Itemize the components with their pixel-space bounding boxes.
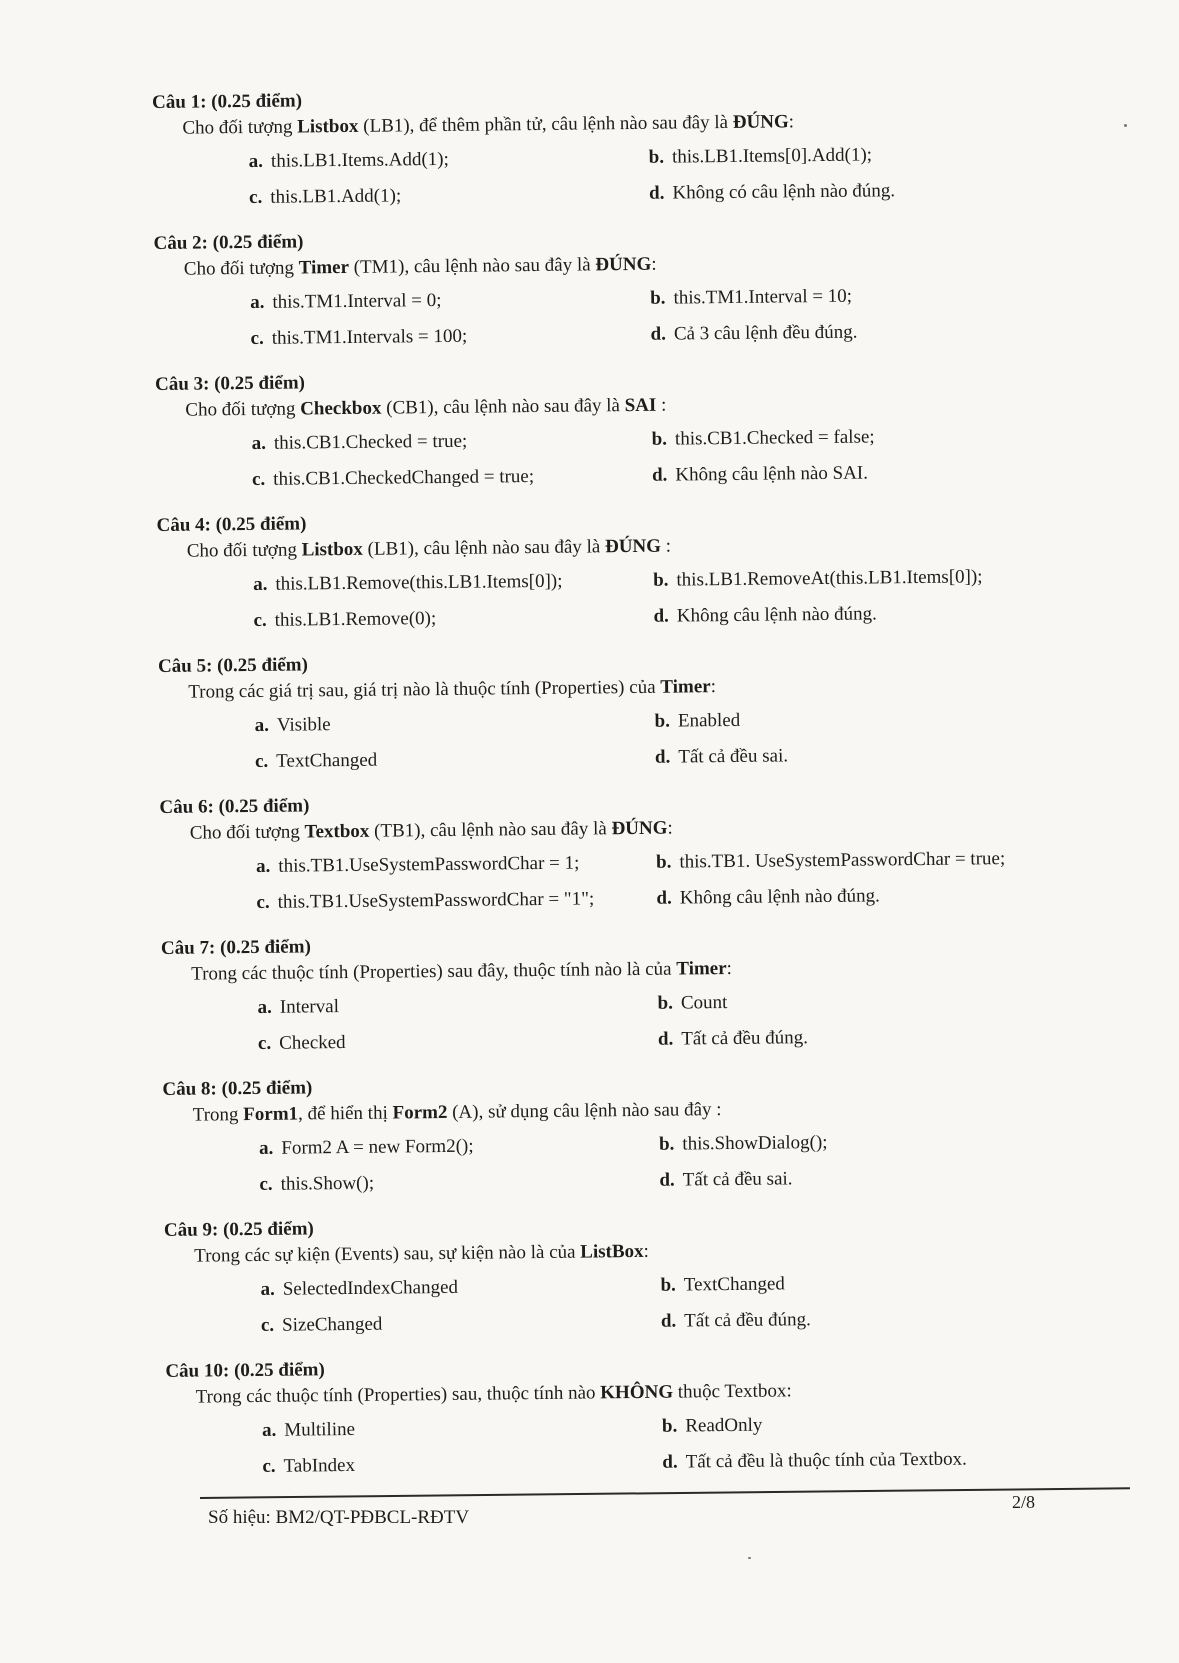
option-letter: b.: [653, 569, 669, 591]
option-letter: c.: [262, 1455, 276, 1477]
option-c: [259, 1171, 374, 1198]
stem-text: :: [656, 394, 667, 416]
question-title: Câu 8: (0.25 điểm): [162, 1077, 313, 1100]
answer-options: [250, 281, 1085, 362]
option-letter: a.: [251, 432, 267, 454]
stem-text: (LB1), để thêm phần tử, câu lệnh nào sau đây là: [358, 111, 733, 137]
option-text: TextChanged: [276, 749, 378, 772]
question-title: Câu 9: (0.25 điểm): [163, 1218, 314, 1241]
option-a: [257, 994, 339, 1021]
option-letter: b.: [651, 428, 668, 450]
answer-options: [262, 1409, 1097, 1490]
option-letter: b.: [650, 287, 666, 309]
option-letter: a.: [253, 573, 268, 595]
option-letter: a.: [248, 150, 264, 172]
option-b: [652, 424, 875, 452]
option-b: [662, 1413, 763, 1440]
option-letter: c.: [259, 1173, 273, 1195]
stem-keyword: ĐÚNG: [604, 535, 662, 558]
question-title: Câu 6: (0.25 điểm): [159, 795, 310, 818]
option-c: [258, 1030, 346, 1057]
option-text: this.TM1.Interval = 0;: [272, 289, 442, 313]
option-b: [660, 1271, 785, 1298]
option-text: this.LB1.Items[0].Add(1);: [671, 144, 873, 168]
option-text: ReadOnly: [685, 1414, 763, 1437]
option-letter: c.: [254, 750, 269, 772]
option-c: [250, 324, 467, 352]
option-d: [661, 1307, 811, 1335]
option-letter: c.: [256, 891, 270, 913]
stem-text: Trong các sự kiện (Events) sau, sự kiện nào là của: [194, 1241, 581, 1267]
question-title: Câu 3: (0.25 điểm): [154, 372, 306, 395]
option-letter: b.: [655, 851, 672, 873]
option-letter: c.: [249, 186, 263, 208]
option-text: Tất cả đều sai.: [682, 1168, 793, 1191]
option-letter: c.: [251, 468, 266, 490]
option-a: [255, 712, 331, 739]
stem-keyword: ĐÚNG: [732, 111, 789, 133]
stem-keyword: SAI: [624, 394, 657, 417]
option-text: this.Show();: [280, 1172, 375, 1195]
option-a: [253, 569, 563, 598]
option-a: [259, 1134, 474, 1162]
answer-options: [253, 563, 1088, 644]
option-text: Checked: [279, 1032, 346, 1054]
option-d: [652, 461, 868, 489]
question-8: [162, 1069, 1093, 1220]
stem-text: Cho đối tượng: [186, 539, 302, 562]
stem-keyword: KHÔNG: [600, 1381, 674, 1404]
option-letter: a.: [256, 855, 271, 877]
option-text: Multiline: [284, 1418, 356, 1441]
option-letter: a.: [258, 1137, 274, 1159]
stem-text: Cho đối tượng: [189, 821, 305, 844]
option-text: this.LB1.Remove(0);: [274, 608, 437, 631]
stem-keyword: Checkbox: [300, 397, 382, 420]
option-letter: d.: [653, 605, 669, 627]
option-letter: c.: [253, 609, 267, 631]
option-text: this.TB1. UseSystemPasswordChar = true;: [679, 848, 1006, 873]
option-c: [253, 606, 436, 634]
option-b: [657, 990, 727, 1017]
question-title: Câu 10: (0.25 điểm): [165, 1359, 325, 1382]
answer-options: [249, 140, 1084, 221]
option-text: Không có câu lệnh nào đúng.: [672, 180, 896, 204]
option-text: Enabled: [677, 709, 741, 732]
option-c: [249, 183, 401, 211]
stem-text: thuộc Textbox:: [672, 1380, 792, 1403]
option-c: [262, 1453, 355, 1480]
stem-keyword: Timer: [298, 256, 350, 279]
option-b: [650, 284, 852, 312]
option-text: Tất cả đều là thuộc tính của Textbox.: [685, 1448, 967, 1473]
question-5: [158, 646, 1089, 797]
option-d: [662, 1447, 967, 1476]
option-text: SizeChanged: [281, 1313, 383, 1336]
option-text: Visible: [276, 714, 331, 736]
option-c: [261, 1312, 383, 1339]
option-text: this.TM1.Intervals = 100;: [271, 325, 468, 349]
option-letter: a.: [257, 996, 272, 1018]
option-text: this.TB1.UseSystemPasswordChar = 1;: [278, 852, 580, 877]
stem-text: :: [726, 957, 733, 980]
document-code: Số hiệu: BM2/QT-PĐBCL-RĐTV: [208, 1507, 470, 1528]
stem-keyword: Listbox: [297, 115, 359, 138]
stem-text: :: [710, 676, 717, 698]
option-letter: d.: [648, 182, 665, 204]
stem-keyword: Listbox: [301, 538, 363, 561]
option-letter: d.: [659, 1169, 675, 1191]
option-letter: b.: [657, 992, 674, 1014]
question-list: [152, 82, 1097, 1502]
option-text: Tất cả đều đúng.: [681, 1027, 809, 1050]
option-text: this.CB1.Checked = false;: [674, 426, 875, 450]
option-text: this.CB1.CheckedChanged = true;: [273, 466, 535, 490]
option-c: [252, 464, 534, 493]
stem-text: Cho đối tượng: [183, 257, 299, 280]
option-d: [649, 178, 895, 207]
option-letter: a.: [261, 1419, 277, 1441]
option-c: [255, 748, 377, 775]
option-a: [252, 429, 468, 457]
option-text: this.TM1.Interval = 10;: [673, 285, 853, 309]
option-c: [256, 886, 594, 916]
option-d: [659, 1166, 792, 1193]
question-6: [159, 787, 1090, 938]
option-b: [656, 846, 1005, 876]
option-text: this.LB1.Add(1);: [270, 185, 402, 208]
option-letter: c.: [260, 1314, 275, 1336]
stem-keyword: Timer: [660, 676, 711, 698]
option-text: this.LB1.Items.Add(1);: [270, 148, 449, 172]
page-number: 2/8: [1012, 1492, 1036, 1512]
answer-options: [259, 1127, 1094, 1208]
question-2: [153, 223, 1084, 374]
option-a: [256, 851, 580, 880]
option-a: [250, 288, 442, 316]
option-text: this.LB1.RemoveAt(this.LB1.Items[0]);: [676, 566, 983, 591]
stem-text: Trong các thuộc tính (Properties) sau đây, thuộc tính nào là của: [191, 958, 677, 985]
question-3: [155, 364, 1086, 515]
stem-text: :: [788, 111, 795, 133]
answer-options: [257, 986, 1092, 1067]
option-b: [649, 142, 873, 170]
option-letter: b.: [648, 146, 665, 168]
option-d: [650, 320, 857, 348]
scan-speck: [748, 1557, 751, 1559]
option-d: [653, 601, 877, 629]
stem-text: (LB1), câu lệnh nào sau đây là: [362, 536, 606, 560]
option-text: Không câu lệnh nào đúng.: [679, 885, 880, 909]
stem-keyword: Form2: [392, 1101, 448, 1124]
stem-text: (A), sử dụng câu lệnh nào sau đây :: [447, 1099, 722, 1123]
option-text: Cả 3 câu lệnh đều đúng.: [673, 321, 858, 345]
stem-text: Trong các thuộc tính (Properties) sau, thuộc tính nào: [195, 1382, 601, 1408]
option-letter: a.: [250, 291, 265, 313]
option-letter: c.: [257, 1032, 272, 1054]
option-letter: d.: [656, 887, 672, 909]
question-title: Câu 7: (0.25 điểm): [160, 936, 311, 959]
option-text: Tất cả đều đúng.: [684, 1309, 811, 1332]
option-text: TextChanged: [683, 1273, 785, 1296]
option-b: [659, 1130, 828, 1158]
stem-keyword: Form1: [243, 1103, 299, 1126]
option-letter: d.: [654, 746, 671, 768]
option-d: [656, 883, 880, 911]
option-text: this.ShowDialog();: [682, 1131, 828, 1155]
option-text: this.CB1.Checked = true;: [273, 430, 468, 454]
option-letter: b.: [661, 1415, 678, 1437]
question-1: [152, 82, 1083, 233]
option-text: Không câu lệnh nào SAI.: [675, 462, 869, 486]
stem-text: Cho đối tượng: [182, 116, 298, 139]
option-text: TabIndex: [283, 1454, 356, 1477]
answer-options: [256, 845, 1091, 926]
option-b: [654, 708, 740, 735]
stem-text: :: [660, 535, 672, 557]
option-text: this.LB1.Remove(this.LB1.Items[0]);: [275, 570, 563, 595]
answer-options: [260, 1268, 1095, 1349]
option-text: SelectedIndexChanged: [282, 1276, 459, 1300]
stem-text: (CB1), câu lệnh nào sau đây là: [381, 395, 625, 419]
option-a: [262, 1417, 355, 1444]
scan-speck: [1124, 124, 1127, 127]
option-text: this.TB1.UseSystemPasswordChar = "1";: [277, 888, 595, 913]
option-text: Tất cả đều sai.: [678, 745, 789, 768]
stem-text: :: [667, 817, 673, 839]
answer-options: [252, 422, 1087, 503]
stem-text: Cho đối tượng: [185, 398, 301, 421]
option-letter: d.: [660, 1310, 677, 1332]
question-title: Câu 2: (0.25 điểm): [153, 231, 304, 254]
question-9: [164, 1210, 1095, 1361]
option-letter: d.: [650, 323, 667, 345]
stem-keyword: ĐÚNG: [595, 253, 652, 276]
question-7: [161, 928, 1092, 1079]
option-letter: c.: [250, 327, 264, 349]
option-b: [653, 564, 983, 593]
option-letter: b.: [654, 710, 671, 732]
stem-keyword: ListBox: [580, 1240, 644, 1263]
answer-options: [255, 704, 1090, 785]
option-letter: d.: [651, 464, 668, 486]
stem-text: , để hiển thị: [297, 1102, 393, 1125]
option-a: [260, 1275, 458, 1303]
stem-text: Trong các giá trị sau, giá trị nào là thuộc tính (Properties) của: [188, 676, 661, 703]
option-letter: b.: [658, 1133, 675, 1155]
option-letter: d.: [662, 1451, 678, 1473]
stem-text: :: [643, 1240, 649, 1262]
option-a: [249, 147, 449, 175]
stem-text: Trong: [192, 1104, 244, 1126]
stem-keyword: Textbox: [304, 820, 370, 843]
option-text: Không câu lệnh nào đúng.: [676, 603, 877, 627]
option-letter: a.: [254, 714, 269, 736]
option-letter: a.: [260, 1278, 275, 1300]
stem-keyword: Timer: [676, 958, 727, 980]
stem-text: (TM1), câu lệnh nào sau đây là: [348, 254, 596, 278]
option-text: Count: [680, 992, 728, 1014]
option-d: [658, 1025, 808, 1053]
stem-text: (TB1), câu lệnh nào sau đây là: [369, 818, 612, 842]
option-d: [655, 743, 788, 770]
question-title: Câu 1: (0.25 điểm): [152, 90, 303, 113]
question-title: Câu 5: (0.25 điểm): [157, 654, 309, 677]
option-letter: b.: [660, 1274, 676, 1296]
option-letter: d.: [657, 1028, 674, 1050]
stem-text: :: [651, 253, 657, 275]
question-title: Câu 4: (0.25 điểm): [156, 513, 307, 536]
option-text: Form2 A = new Form2();: [281, 1135, 474, 1159]
option-text: Interval: [279, 996, 340, 1018]
stem-keyword: ĐÚNG: [611, 817, 668, 840]
question-10: [165, 1351, 1096, 1502]
question-4: [156, 505, 1087, 656]
